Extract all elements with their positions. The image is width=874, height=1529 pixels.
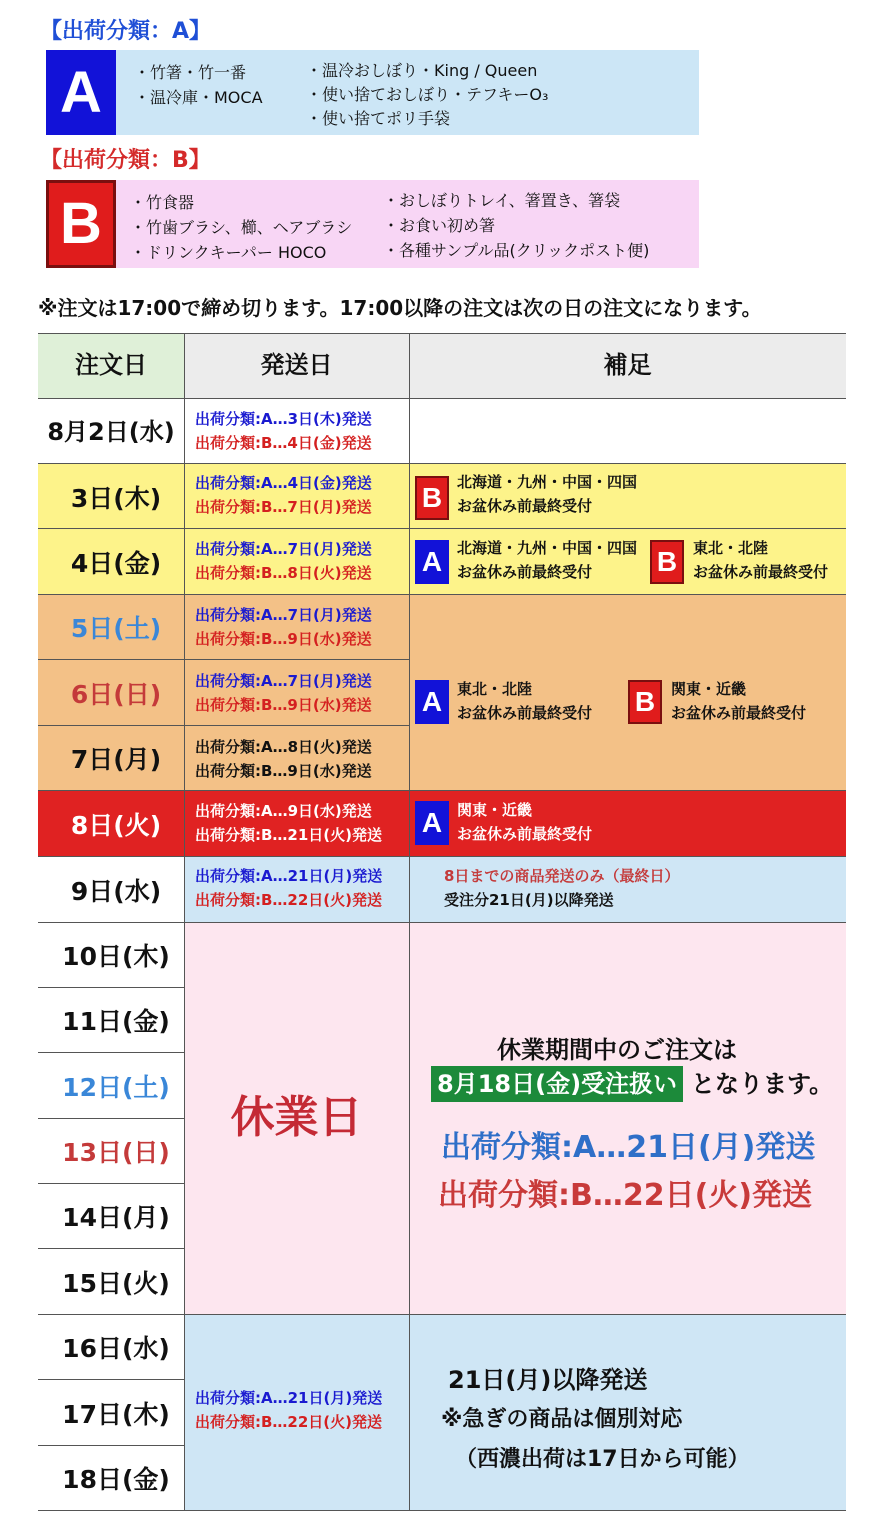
- note-text: お盆休み前最終受付: [457, 497, 593, 515]
- class-a-badge: A: [415, 680, 449, 724]
- ship-date-b: 出荷分類:B…4日(金)発送: [195, 434, 372, 452]
- legend-a-badge: A: [46, 50, 116, 135]
- note-region: 関東・近畿: [457, 801, 533, 819]
- order-date: 16日(水): [62, 1334, 170, 1363]
- order-date-sunday: 6日(日): [70, 680, 162, 709]
- order-date: 9日(水): [70, 877, 162, 906]
- class-a-badge: A: [415, 801, 449, 845]
- order-date: 11日(金): [62, 1007, 170, 1036]
- ship-date-b: 出荷分類:B…22日(火)発送: [195, 1413, 383, 1431]
- after-note-line1: 21日(月)以降発送: [448, 1366, 648, 1394]
- legend-a-item: ・使い捨てポリ手袋: [306, 109, 451, 128]
- note-text: お盆休み前最終受付: [457, 825, 593, 843]
- ship-date-b: 出荷分類:B…21日(火)発送: [195, 826, 383, 844]
- order-date: 18日(金): [62, 1465, 170, 1494]
- ship-date-b: 出荷分類:B…9日(水)発送: [195, 762, 372, 780]
- legend-b-item: ・おしぼりトレイ、箸置き、箸袋: [383, 191, 621, 210]
- order-date: 15日(火): [62, 1269, 170, 1298]
- order-date-deadline: 8日(火): [70, 811, 162, 840]
- order-date: 17日(木): [62, 1400, 170, 1429]
- holiday-highlight: 8月18日(金)受注扱い: [431, 1066, 683, 1102]
- ship-date-b: 出荷分類:B…8日(火)発送: [195, 564, 372, 582]
- note-region: 北海道・九州・中国・四国: [457, 473, 638, 491]
- holiday-note-line1: 休業期間中のご注文は: [497, 1036, 737, 1064]
- note-final-day: 8日までの商品発送のみ（最終日）: [444, 867, 680, 885]
- class-a-badge: A: [415, 540, 449, 584]
- after-note-line2: ※急ぎの商品は個別対応: [441, 1407, 683, 1432]
- header-notes: 補足: [603, 351, 652, 379]
- order-date-saturday: 5日(土): [70, 614, 162, 643]
- note-text: お盆休み前最終受付: [457, 704, 593, 722]
- note-region: 東北・北陸: [457, 680, 533, 698]
- note-region: 北海道・九州・中国・四国: [457, 539, 638, 557]
- legend-b-item: ・各種サンプル品(クリックポスト便): [383, 241, 650, 260]
- order-date: 4日(金): [70, 549, 162, 578]
- order-date-sunday: 13日(日): [62, 1138, 170, 1167]
- legend-a-item: ・温冷おしぼり・King / Queen: [306, 61, 538, 80]
- legend-b-item: ・ドリンクキーパー HOCO: [130, 243, 327, 262]
- ship-date-b: 出荷分類:B…9日(水)発送: [195, 696, 372, 714]
- ship-date-a: 出荷分類:A…7日(月)発送: [195, 540, 372, 558]
- ship-date-a: 出荷分類:A…21日(月)発送: [195, 867, 383, 885]
- ship-date-a: 出荷分類:A…9日(水)発送: [195, 802, 372, 820]
- holiday-ship-b: 出荷分類:B…22日(火)発送: [438, 1178, 813, 1213]
- ship-date-b: 出荷分類:B…22日(火)発送: [195, 891, 383, 909]
- order-date: 14日(月): [62, 1203, 170, 1232]
- legend-b-badge: B: [46, 180, 116, 268]
- note-text: お盆休み前最終受付: [457, 563, 593, 581]
- legend-b-item: ・お食い初め箸: [383, 216, 496, 235]
- class-b-badge: B: [650, 540, 684, 584]
- header-order-date: 注文日: [75, 351, 147, 379]
- legend-b-item: ・竹食器: [130, 193, 195, 212]
- legend-a-item: ・使い捨ておしぼり・テフキーO₃: [306, 85, 549, 104]
- order-date: 10日(木): [62, 942, 170, 971]
- note-region: 関東・近畿: [671, 680, 747, 698]
- class-b-badge: B: [628, 680, 662, 724]
- ship-date-a: 出荷分類:A…4日(金)発送: [195, 474, 372, 492]
- ship-date-a: 出荷分類:A…8日(火)発送: [195, 738, 372, 756]
- ship-date-a: 出荷分類:A…3日(木)発送: [195, 410, 372, 428]
- ship-date-b: 出荷分類:B…7日(月)発送: [195, 498, 372, 516]
- ship-date-b: 出荷分類:B…9日(水)発送: [195, 630, 372, 648]
- holiday-label: 休業日: [230, 1092, 363, 1143]
- order-date-saturday: 12日(土): [62, 1073, 170, 1102]
- holiday-ship-a: 出荷分類:A…21日(月)発送: [441, 1130, 816, 1165]
- deadline-notice: ※注文は17:00で締め切ります。17:00以降の注文は次の日の注文になります。: [38, 296, 762, 320]
- legend-b-item: ・竹歯ブラシ、櫛、ヘアブラシ: [130, 218, 353, 237]
- order-date: 7日(月): [70, 745, 162, 774]
- order-date: 8月2日(水): [47, 418, 175, 446]
- legend-a-item: ・温冷庫・MOCA: [134, 88, 263, 107]
- ship-date-a: 出荷分類:A…7日(月)発送: [195, 672, 372, 690]
- ship-date-a: 出荷分類:A…7日(月)発送: [195, 606, 372, 624]
- legend-a-title: 【出荷分類：A】: [40, 19, 212, 44]
- ship-date-a: 出荷分類:A…21日(月)発送: [195, 1389, 383, 1407]
- header-ship-date: 発送日: [260, 351, 333, 379]
- class-b-badge: B: [415, 476, 449, 520]
- holiday-note-suffix: となります。: [691, 1070, 834, 1098]
- legend-a-item: ・竹箸・竹一番: [134, 63, 247, 82]
- note-text: お盆休み前最終受付: [693, 563, 829, 581]
- after-note-line3: （西濃出荷は17日から可能）: [455, 1447, 750, 1472]
- legend-b-title: 【出荷分類：B】: [40, 148, 211, 173]
- note-region: 東北・北陸: [693, 539, 769, 557]
- order-date: 3日(木): [70, 484, 162, 513]
- note-text: お盆休み前最終受付: [671, 704, 807, 722]
- note-text: 受注分21日(月)以降発送: [444, 891, 614, 909]
